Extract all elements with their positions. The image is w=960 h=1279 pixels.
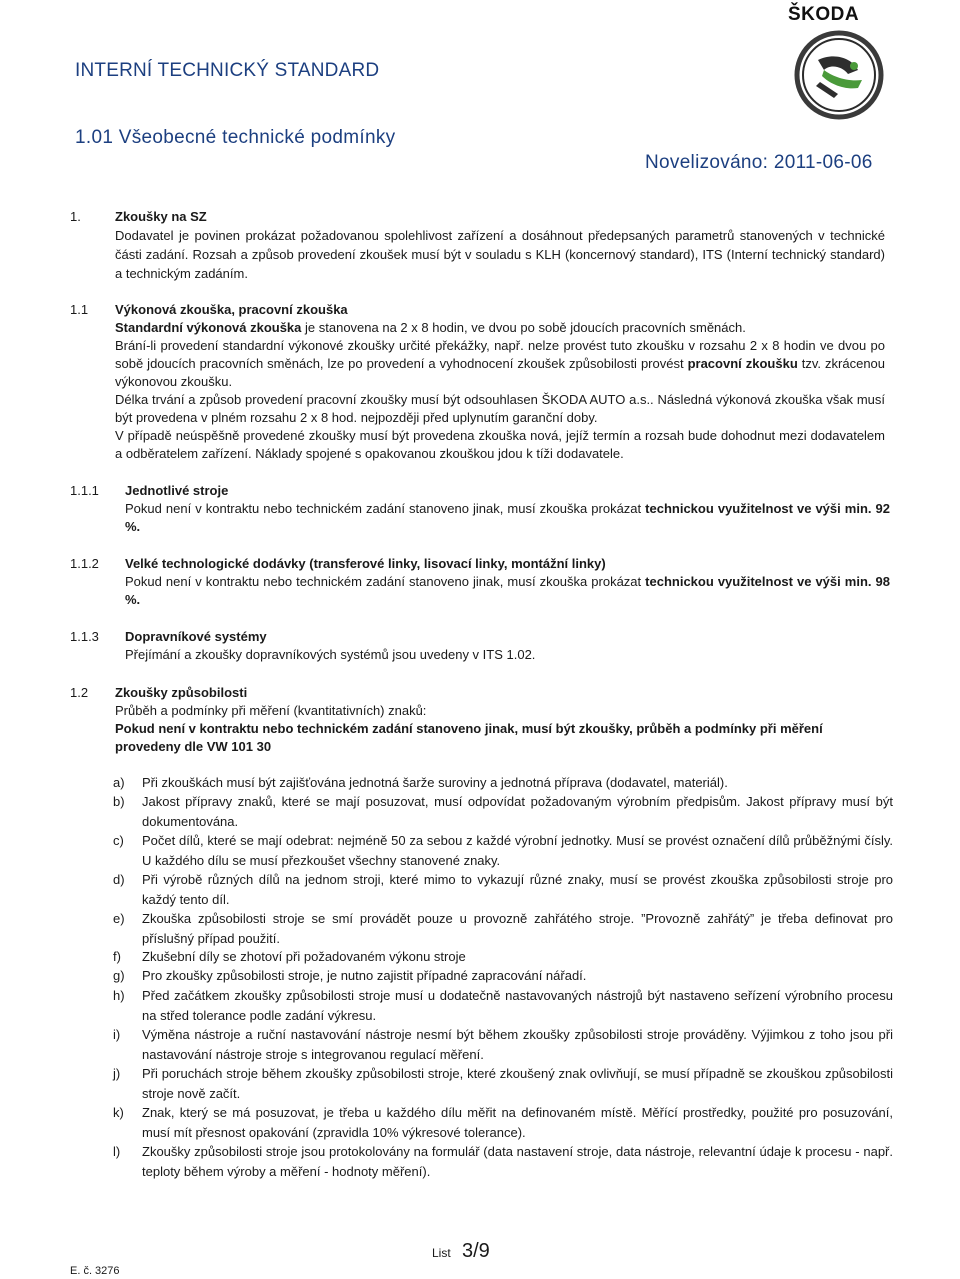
document-title: INTERNÍ TECHNICKÝ STANDARD <box>75 60 380 81</box>
list-item-label: e) <box>113 911 125 926</box>
list-item-text: Zkoušky způsobilosti stroje jsou protokolovány na formulář (data nastavení stroje, data nástroje, relevantní údaje k procesu - např. teploty během výroby a měření - hodnoty měření). <box>142 1144 893 1179</box>
list-item <box>113 966 893 986</box>
failure-paragraph: V případě neúspěšně provedené zkoušky musí být provedena zkouška nová, jejíž termín a rozsah bude dohodnut mezi dodavatelem a odběratelem zařízení. Náklady spojené s opakovanou zkouškou jdou k tíži dodavatele. <box>115 428 885 461</box>
obstacle-text: Brání-li provedení standardní výkonové zkoušky určité překážky, např. nelze provést tuto zkoušku v rozsahu 2 x 8 hodin ve dvou po sobě jdoucích pracovních směnách, lze po provedení a vyhodnocení zkoušek způsobilosti provést <box>115 338 885 371</box>
section-1-2-condition: Pokud není v kontraktu nebo technickém zadání stanoveno jinak, musí být zkoušky, průběh a podmínky při měření provedeny dle VW 101 30 <box>115 721 823 754</box>
section-1-1-1-bold: technickou využitelnost ve výši min. 92 %. <box>125 501 890 534</box>
list-item-label: j) <box>113 1066 121 1081</box>
list-item-text: Počet dílů, které se mají odebrat: nejméně 50 za sebou z každé výrobní jednotky. Musí se provést označení dílů průběžnými čísly. U každého dílu se musí přezkoušet všechny stanovené znaky. <box>142 833 893 868</box>
section-1-1-2-number: 1.1.2 <box>70 556 99 571</box>
list-item <box>113 1064 893 1103</box>
list-item-text: Při poruchách stroje během zkoušky způsobilosti stroje, které zkoušený znak ovlivňují, se musí případně se zkouškou způsobilosti stroje nově začít. <box>142 1066 893 1101</box>
list-item <box>113 1103 893 1142</box>
list-item-text: Výměna nástroje a ruční nastavování nástroje nesmí být během zkoušky způsobilosti stroje prováděny. Výjimkou z toho jsou při nastavování nástroje stroje s integrovanou regulací měření. <box>142 1027 893 1062</box>
obstacle-text-end: tzv. zkrácenou výkonovou zkoušku. <box>115 356 886 389</box>
list-item-label: b) <box>113 794 125 809</box>
revision-value: 2011-06-06 <box>773 152 873 173</box>
footer-page-number: 3/9 <box>462 1240 490 1262</box>
list-item-label: i) <box>113 1027 121 1042</box>
list-item <box>113 792 893 831</box>
section-1-body: Dodavatel je povinen prokázat požadovanou spolehlivost zařízení a dosáhnout předepsaných parametrů stanovených v technické části zadání. Rozsah a způsob provedení zkoušek musí být v souladu s KLH (koncernový standard), ITS (Interní technický standard) a technickým zadáním. <box>115 228 885 281</box>
list-item <box>113 831 893 870</box>
revision-date <box>645 152 873 174</box>
skoda-emblem-icon <box>794 30 884 120</box>
list-item-text: Zkouška způsobilosti stroje se smí provádět pouze u provozně zahřátého stroje. ”Provozně zahřátý” je třeba definovat pro příslušný případ použití. <box>142 911 893 946</box>
section-1-1-2-title: Velké technologické dodávky (transferové linky, lisovací linky, montážní linky) <box>125 556 606 571</box>
section-1-1-2-bold: technickou využitelnost ve výši min. 98 %. <box>125 574 890 607</box>
document-subtitle: 1.01 Všeobecné technické podmínky <box>75 127 396 148</box>
section-1-1-1-title: Jednotlivé stroje <box>125 483 229 498</box>
list-item <box>113 986 893 1025</box>
list-item-text: Znak, který se má posuzovat, je třeba u každého dílu měřit na definovaném místě. Měřící prostředky, použité pro posuzování, musí mít přesnost opakování (zpravidla 10% výkresové tolerance). <box>142 1105 893 1140</box>
section-1-title: Zkoušky na SZ <box>115 209 207 224</box>
list-item <box>113 1142 893 1181</box>
section-1-2-title: Zkoušky způsobilosti <box>115 685 248 700</box>
section-1-1-3-number: 1.1.3 <box>70 629 99 644</box>
list-item <box>113 947 893 967</box>
skoda-wordmark: ŠKODA <box>788 4 860 25</box>
list-item <box>113 909 893 948</box>
list-item-label: f) <box>113 949 121 964</box>
section-1-1-body <box>115 319 885 463</box>
duration-paragraph: Délka trvání a způsob provedení pracovní zkoušky musí být odsouhlasen ŠKODA AUTO a.s.. Následná výkonová zkouška však musí být provedena v plném rozsahu 2 x 8 hod. nejpozději před uplynutím garanční doby. <box>115 392 885 425</box>
list-item-text: Zkušební díly se zhotoví při požadovaném výkonu stroje <box>142 949 466 964</box>
list-item-label: k) <box>113 1105 124 1120</box>
list-item-text: Při zkouškách musí být zajišťována jednotná šarže suroviny a jednotná příprava (dodavatel, materiál). <box>142 775 728 790</box>
list-item-label: c) <box>113 833 124 848</box>
list-item-text: Před začátkem zkoušky způsobilosti stroje musí u dodatečně nastavovaných nástrojů být nastaveno seřízení výrobního procesu na střed tolerance podle zadání výkresu. <box>142 988 893 1023</box>
list-item-text: Pro zkoušky způsobilosti stroje, je nutno zajistit případné zapracování nářadí. <box>142 968 587 983</box>
list-item-label: g) <box>113 968 125 983</box>
list-item-label: d) <box>113 872 125 887</box>
section-1-1-1-body <box>125 500 890 536</box>
list-item <box>113 773 893 793</box>
section-1-1-number: 1.1 <box>70 302 89 317</box>
work-test-bold: pracovní zkoušku <box>687 356 798 371</box>
standard-test-text: je stanovena na 2 x 8 hodin, ve dvou po sobě jdoucích pracovních směnách. <box>301 320 746 335</box>
section-1-2-number: 1.2 <box>70 685 89 700</box>
list-item-label: l) <box>113 1144 121 1159</box>
section-1-1-3-title: Dopravníkové systémy <box>125 629 267 644</box>
revision-label: Novelizováno: <box>645 152 769 173</box>
section-1-number: 1. <box>70 209 81 224</box>
list-item-text: Při výrobě různých dílů na jednom stroji, které mimo to vykazují různé znaky, musí se provést zkouška způsobilosti stroje pro každý tento díl. <box>142 872 893 907</box>
section-1-1-1-text: Pokud není v kontraktu nebo technickém zadání stanoveno jinak, musí zkouška prokázat <box>125 501 646 516</box>
section-1-1-2-text: Pokud není v kontraktu nebo technickém zadání stanoveno jinak, musí zkouška prokázat <box>125 574 646 589</box>
section-1-1-2-body <box>125 573 890 609</box>
section-1-1-1-number: 1.1.1 <box>70 483 99 498</box>
list-item <box>113 870 893 909</box>
list-item-text: Jakost přípravy znaků, které se mají posuzovat, musí odpovídat požadovaným výrobním předpisům. Jakost přípravy musí být dokumentována. <box>142 794 893 829</box>
standard-test-bold: Standardní výkonová zkouška <box>115 320 302 335</box>
section-1-2-intro: Průběh a podmínky při měření (kvantitativních) znaků: <box>115 703 427 718</box>
footer-list-label: List <box>432 1246 451 1260</box>
section-1-1-3-body: Přejímání a zkoušky dopravníkových systémů jsou uvedeny v ITS 1.02. <box>125 647 536 662</box>
list-item-label: a) <box>113 775 125 790</box>
section-1-1-title: Výkonová zkouška, pracovní zkouška <box>115 302 348 317</box>
list-item <box>113 1025 893 1064</box>
footer-ec-number: E. č. 3276 <box>70 1265 120 1277</box>
list-item-label: h) <box>113 988 125 1003</box>
